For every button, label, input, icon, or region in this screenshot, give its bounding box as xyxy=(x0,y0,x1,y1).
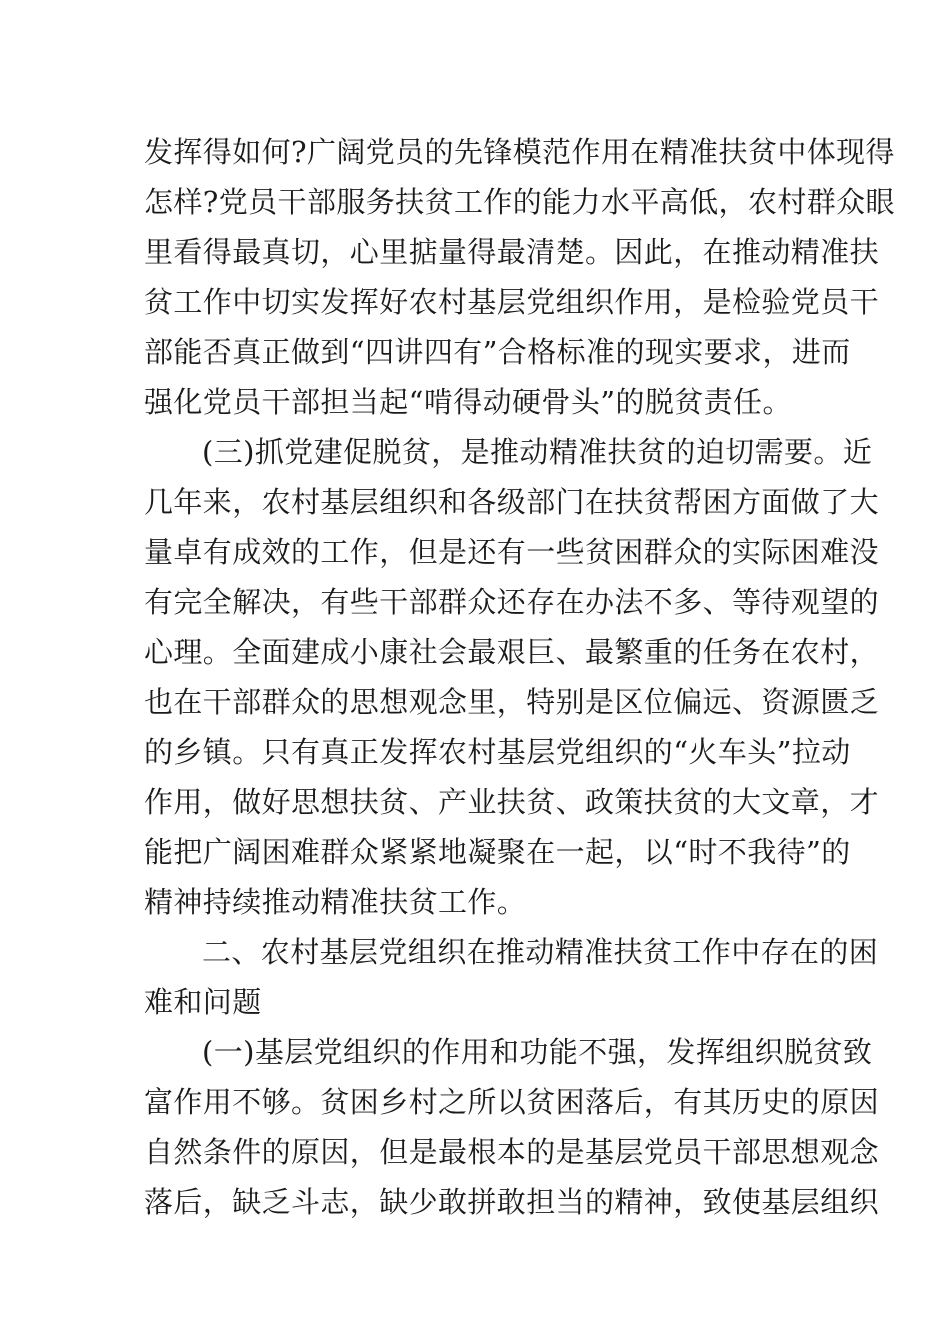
text-line: 量卓有成效的工作，但是还有一些贫困群众的实际困难没 xyxy=(144,535,880,569)
text-line: 富作用不够。贫困乡村之所以贫困落后，有其历史的原因 xyxy=(144,1085,880,1119)
text-line: 的乡镇。只有真正发挥农村基层党组织的“火车头”拉动 xyxy=(144,735,851,769)
section-heading-line: 难和问题 xyxy=(144,985,262,1019)
text-line: 部能否真正做到“四讲四有”合格标准的现实要求，进而 xyxy=(144,335,851,369)
text-line: 有完全解决，有些干部群众还存在办法不多、等待观望的 xyxy=(144,585,880,619)
paragraph-start-line: (三)抓党建促脱贫，是推动精准扶贫的迫切需要。近 xyxy=(202,435,873,469)
text-line: 作用，做好思想扶贫、产业扶贫、政策扶贫的大文章，才 xyxy=(144,785,880,819)
text-line: 落后，缺乏斗志，缺少敢拼敢担当的精神，致使基层组织 xyxy=(144,1185,880,1219)
text-line: 能把广阔困难群众紧紧地凝聚在一起，以“时不我待”的 xyxy=(144,835,851,869)
text-line: 自然条件的原因，但是最根本的是基层党员干部思想观念 xyxy=(144,1135,880,1169)
text-line: 怎样?党员干部服务扶贫工作的能力水平高低，农村群众眼 xyxy=(144,185,895,219)
text-line: 贫工作中切实发挥好农村基层党组织作用，是检验党员干 xyxy=(144,285,880,319)
text-line: 发挥得如何?广阔党员的先锋模范作用在精准扶贫中体现得 xyxy=(144,135,895,169)
text-line: 精神持续推动精准扶贫工作。 xyxy=(144,885,527,919)
text-line: 也在干部群众的思想观念里，特别是区位偏远、资源匮乏 xyxy=(144,685,880,719)
text-line: 心理。全面建成小康社会最艰巨、最繁重的任务在农村， xyxy=(144,635,880,669)
paragraph-start-line: (一)基层党组织的作用和功能不强，发挥组织脱贫致 xyxy=(202,1035,873,1069)
text-line: 里看得最真切，心里掂量得最清楚。因此，在推动精准扶 xyxy=(144,235,880,269)
section-heading-line: 二、农村基层党组织在推动精准扶贫工作中存在的困 xyxy=(202,935,879,969)
text-line: 几年来，农村基层组织和各级部门在扶贫帮困方面做了大 xyxy=(144,485,880,519)
text-line: 强化党员干部担当起“啃得动硬骨头”的脱贫责任。 xyxy=(144,385,792,419)
